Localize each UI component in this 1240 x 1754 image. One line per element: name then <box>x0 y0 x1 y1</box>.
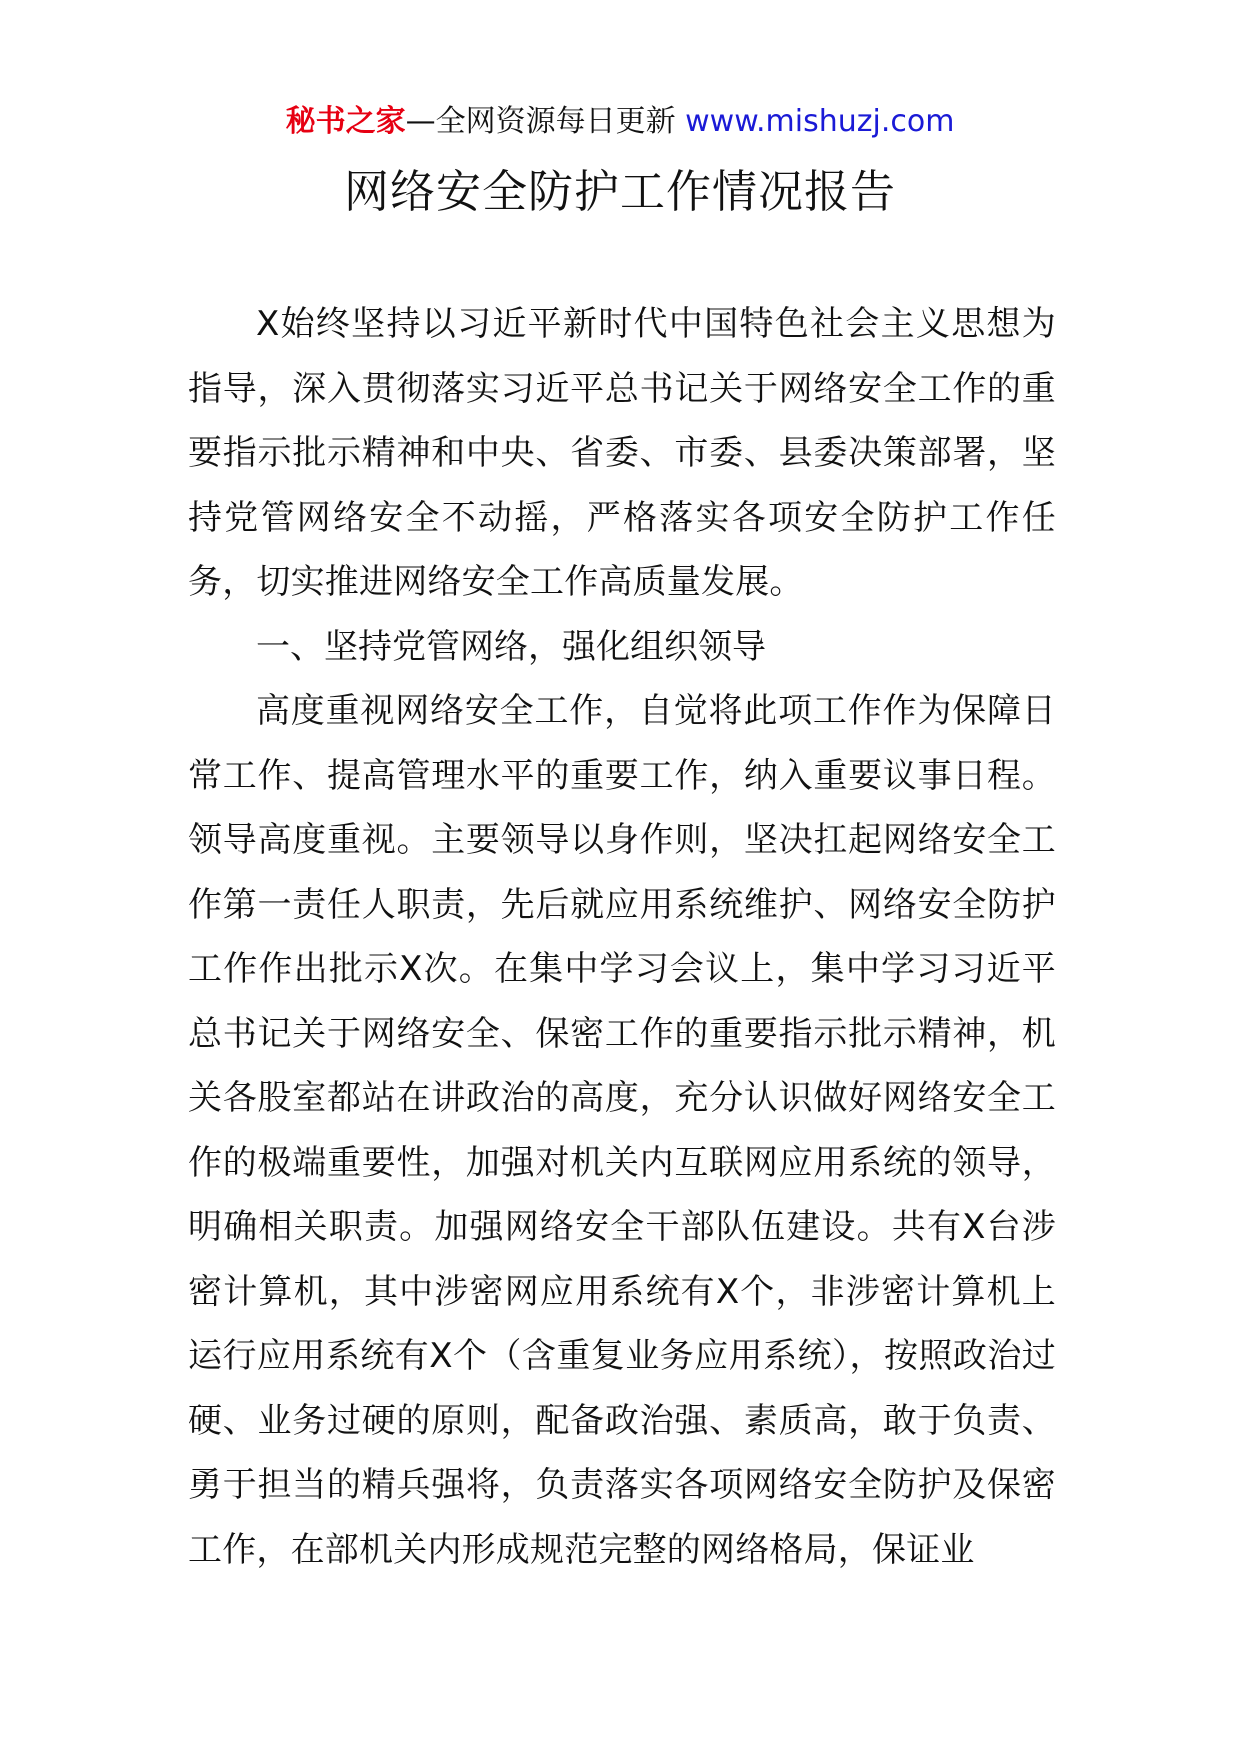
document-body <box>188 292 1056 1582</box>
section-heading-1: 一、坚持党管网络，强化组织领导 <box>256 626 766 667</box>
section-paragraph-1: 高度重视网络安全工作，自觉将此项工作作为保障日常工作、提高管理水平的重要工作，纳入重要议事日程。领导高度重视。主要领导以身作则，坚决扛起网络安全工作第一责任人职责，先后就应用系统维护、网络安全防护工作作出批示X次。在集中学习会议上，集中学习习近平总书记关于网络安全、保密工作的重要指示批示精神，机关各股室都站在讲政治的高度，充分认识做好网络安全工作的极端重要性，加强对机关内互联网应用系统的领导，明确相关职责。加强网络安全干部队伍建设。共有X台涉密计算机，其中涉密网应用系统有X个，非涉密计算机上运行应用系统有X个（含重复业务应用系统），按照政治过硬、业务过硬的原则，配备政治强、素质高，敢于负责、勇于担当的精兵强将，负责落实各项网络安全防护及保密工作，在部机关内形成规范完整的网络格局，保证业 <box>188 691 1056 1570</box>
intro-paragraph: X始终坚持以习近平新时代中国特色社会主义思想为指导，深入贯彻落实习近平总书记关于网络安全工作的重要指示批示精神和中央、省委、市委、县委决策部署，坚持党管网络安全不动摇，严格落实各项安全防护工作任务，切实推进网络安全工作高质量发展。 <box>188 304 1056 602</box>
brand-name: 秘书之家 <box>285 104 406 139</box>
website-link[interactable]: www.mishuzj.com <box>685 104 955 139</box>
slogan-text: —全网资源每日更新 <box>405 104 676 139</box>
document-title: 网络安全防护工作情况报告 <box>343 165 896 218</box>
source-header <box>0 100 1240 144</box>
